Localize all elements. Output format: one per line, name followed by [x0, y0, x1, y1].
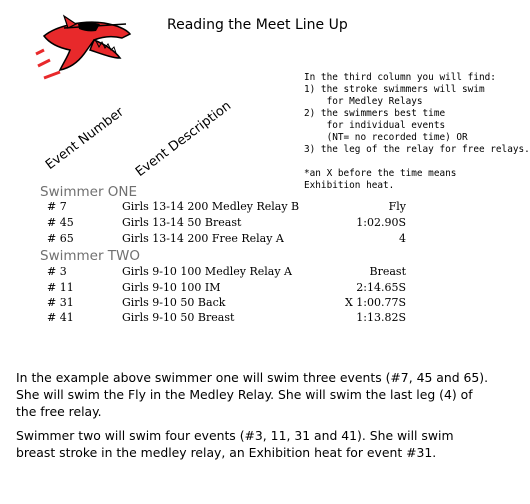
event-row [0, 295, 507, 311]
event-third-column: 4 [399, 232, 406, 245]
event-third-column: 1:13.82S [356, 311, 406, 324]
event-number: # 11 [47, 281, 74, 294]
shark-icon [34, 14, 134, 88]
event-description: Girls 9-10 50 Back [122, 296, 226, 309]
event-number: # 65 [47, 232, 74, 245]
event-description: Girls 13-14 200 Medley Relay B [122, 200, 300, 213]
swimmer-one-title: Swimmer ONE [40, 184, 138, 200]
event-number: # 31 [47, 296, 74, 309]
event-third-column: X 1:00.77S [344, 296, 406, 309]
event-description: Girls 9-10 100 Medley Relay A [122, 265, 293, 278]
swimmer-two-title: Swimmer TWO [40, 248, 141, 264]
explanation-swimmer-one: In the example above swimmer one will swim three events (#7, 45 and 65). She will swim the Fly in the Medley Relay. She will swim the last leg (4) of the free relay. [16, 370, 489, 419]
explanation-swimmer-two: Swimmer two will swim four events (#3, 11, 31 and 41). She will swim breast stroke in the medley relay, an Exhibition heat for event #31. [16, 428, 454, 460]
column-label-event-number: Event Number [42, 104, 127, 173]
event-third-column: Breast [369, 265, 406, 278]
event-number: # 7 [47, 200, 67, 213]
event-description: Girls 13-14 200 Free Relay A [122, 232, 284, 245]
event-description: Girls 9-10 50 Breast [122, 311, 235, 324]
event-number: # 3 [47, 265, 67, 278]
page-title: Reading the Meet Line Up [167, 17, 348, 33]
event-row [0, 264, 507, 280]
event-row [0, 199, 507, 215]
event-number: # 41 [47, 311, 74, 324]
event-row [0, 310, 507, 326]
column-label-event-description: Event Description [132, 98, 235, 180]
event-row [0, 231, 507, 247]
event-row [0, 280, 507, 296]
event-third-column: Fly [388, 200, 406, 213]
event-third-column: 2:14.65S [356, 281, 406, 294]
event-row [0, 215, 507, 231]
third-column-instructions: In the third column you will find: 1) the stroke swimmers will swim for Medley Relays 2) the swimmers best time for individual events (NT= no recorded time) OR 3) the leg of the relay for free relays. *an X before the time means Exhibition heat. [304, 72, 530, 191]
event-number: # 45 [47, 216, 74, 229]
event-description: Girls 9-10 100 IM [122, 281, 221, 294]
event-third-column: 1:02.90S [356, 216, 406, 229]
event-description: Girls 13-14 50 Breast [122, 216, 242, 229]
